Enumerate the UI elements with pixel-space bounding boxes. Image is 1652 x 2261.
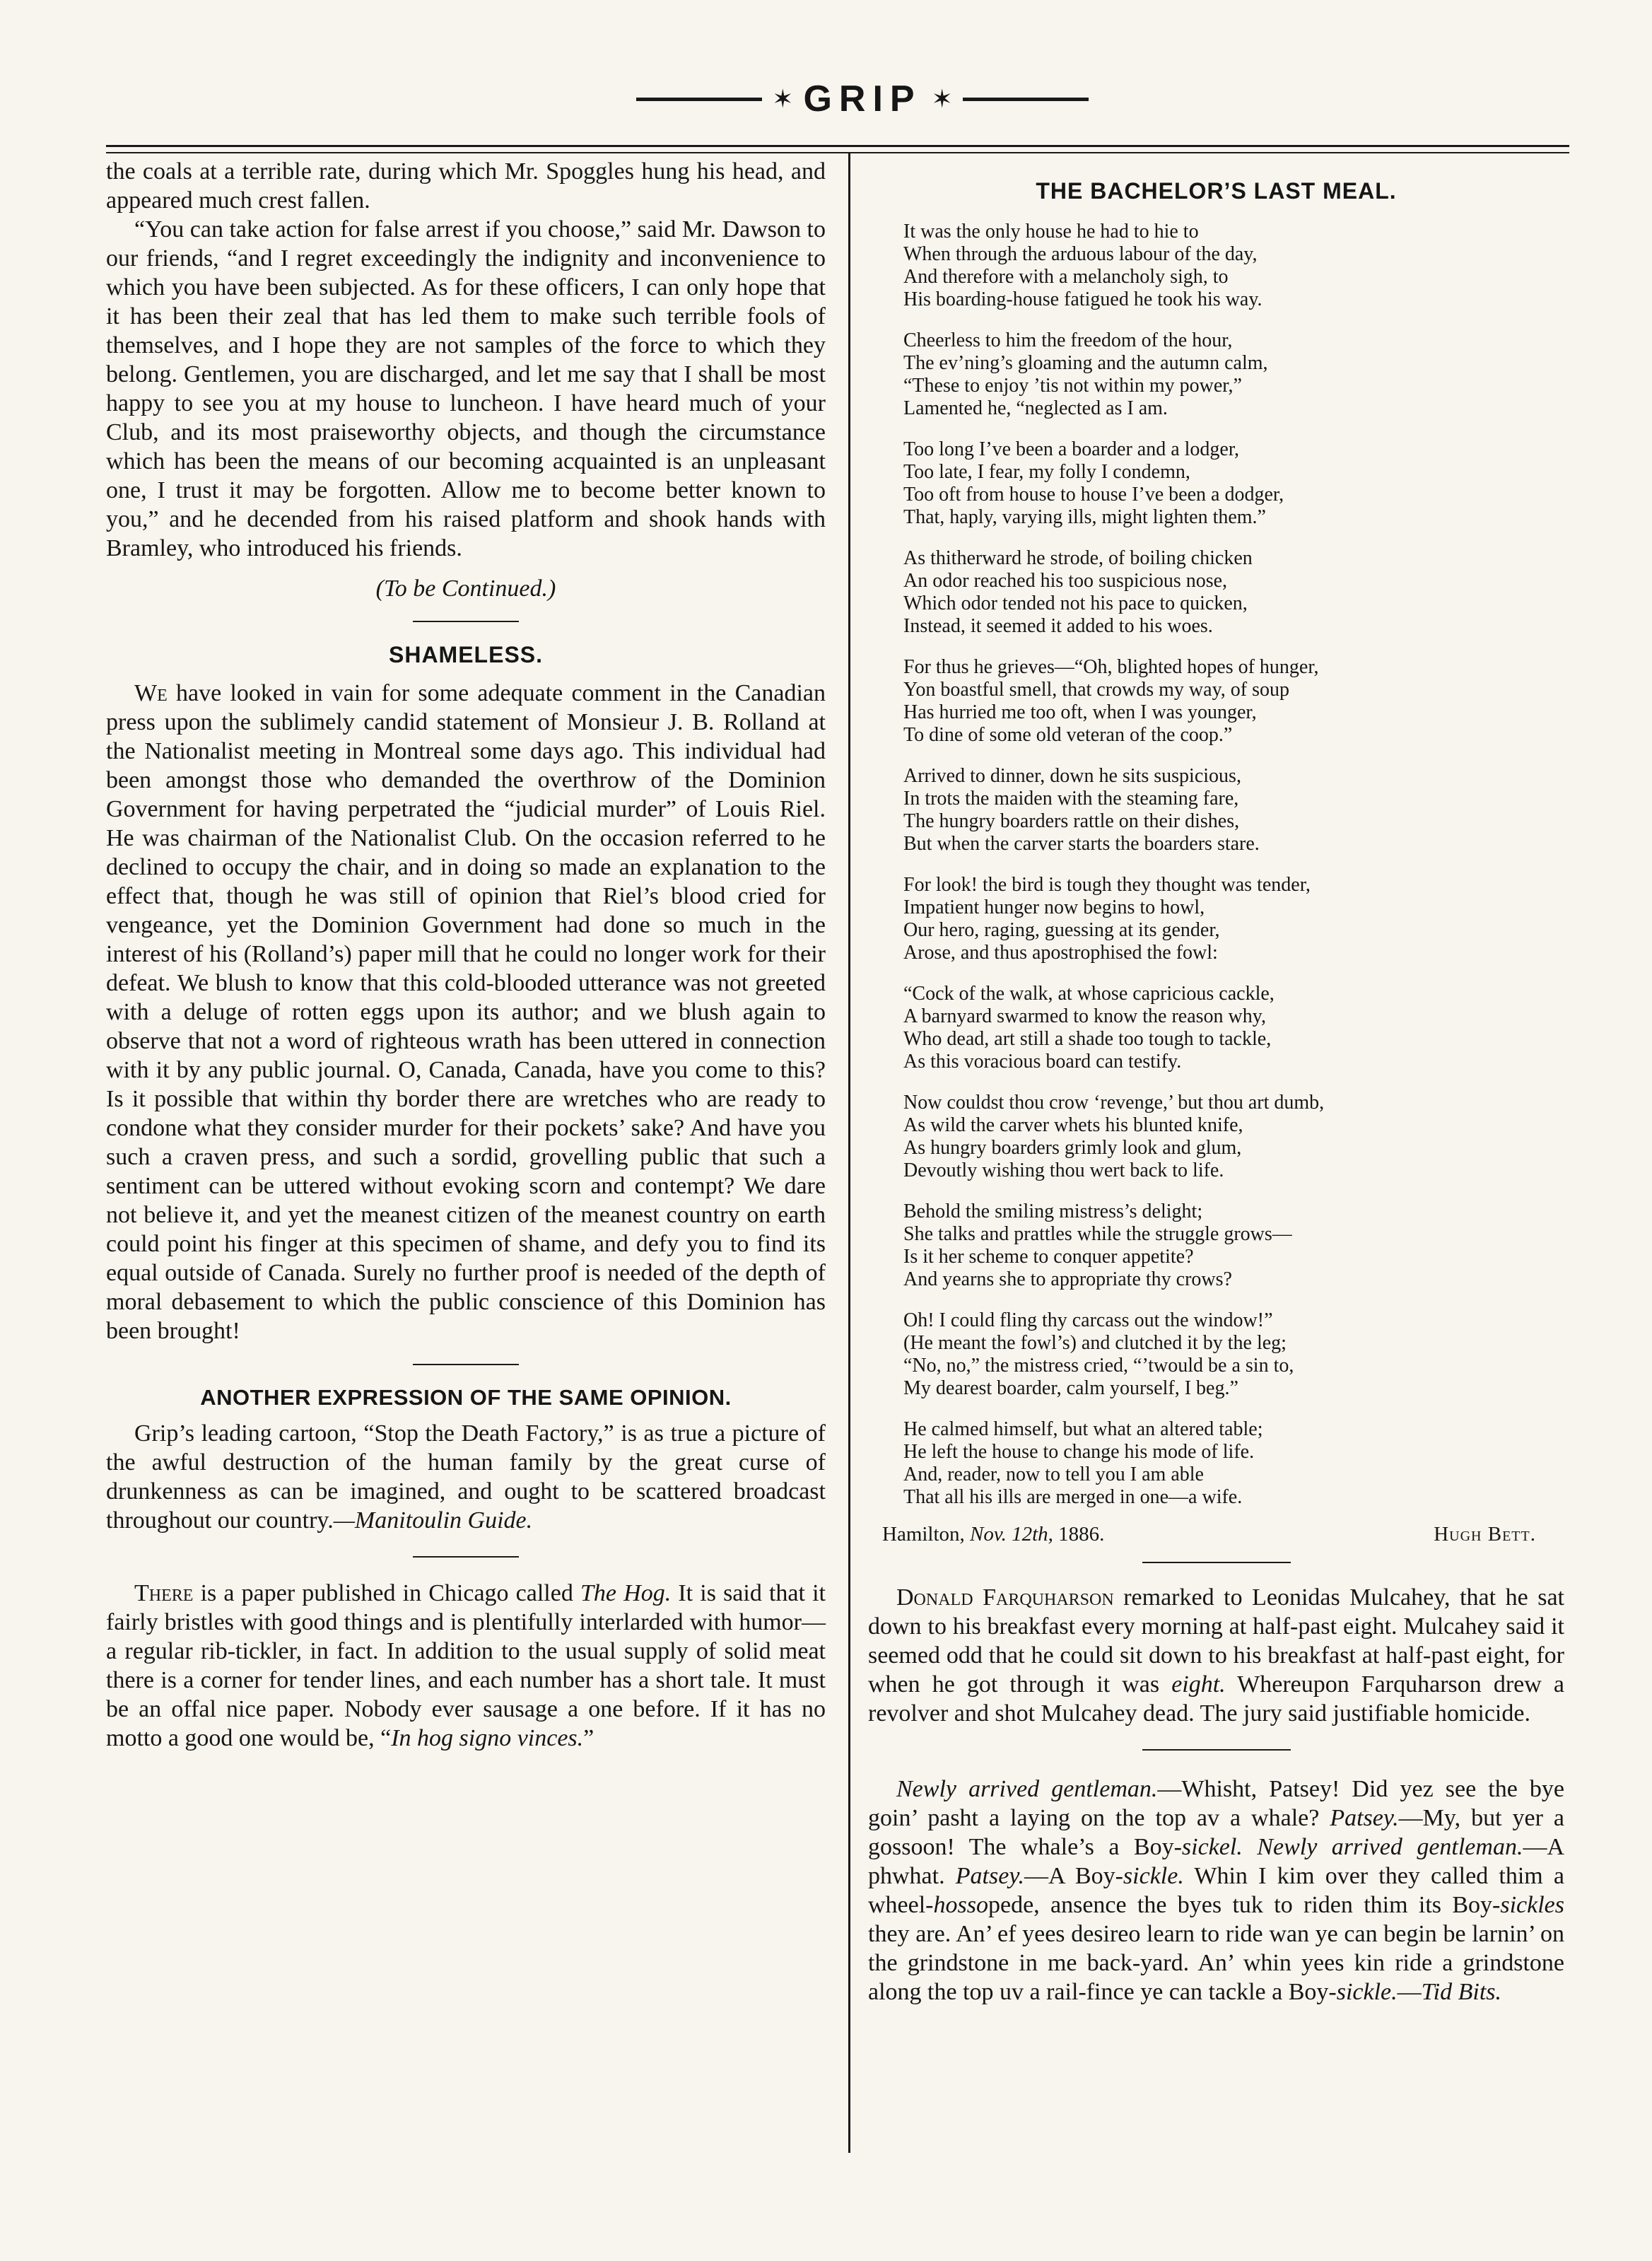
hog-paper-name: The Hog. xyxy=(580,1580,672,1606)
poem-line: That all his ills are merged in one—a wife. xyxy=(903,1486,1243,1508)
another-expression-article xyxy=(106,1419,826,1535)
poem-line: Our hero, raging, guessing at its gender, xyxy=(903,919,1220,941)
patsey-italic: hosso xyxy=(933,1892,988,1918)
poem-stanza xyxy=(903,329,1564,420)
patsey-text: they are. An’ ef yees desireo learn to ride wan ye can begin be larnin’ on the grindstone in me back-yard. An’ whin yees kin ride a grindstone along the top uv a rail-fince ye can tackle a Boy- xyxy=(868,1921,1564,2005)
poem-line: For look! the bird is tough they thought was tender, xyxy=(903,874,1311,896)
poem-line: An odor reached his too suspicious nose, xyxy=(903,570,1228,592)
poem-line: His boarding-house fatigued he took his way. xyxy=(903,288,1263,310)
poem-author: Hugh Bett. xyxy=(1434,1523,1536,1546)
shameless-text: have looked in vain for some adequate comment in the Canadian press upon the sublimely candid statement of Monsieur J. B. Rolland at the Nationalist meeting in Montreal some days ago. This individual had been amongst those who demanded the overthrow of the Dominion Government for having perpetrated the “judicial murder” of Louis Riel. He was chairman of the Nationalist Club. On the occasion referred to he declined to occupy the chair, and in doing so made an explanation to the effect that, though he was still of opinion that Riel’s blood cried for vengeance, yet the Dominion Government had done so much in the interest of his (Rolland’s) paper mill that he could no longer work for their defeat. We blush to know that this cold-blooded utterance was not greeted with a deluge of rotten eggs upon its author; and we blush again to observe that not a word of righteous wrath has been uttered in connection with it by any public journal. O, Canada, Canada, have you come to this? Is it possible that within thy border there are wretches who are ready to condone what they consider murder for their pockets’ sake? And have you such a craven press, and such a sordid, grovelling public that such a sentiment can be uttered without evoking scorn and contempt? We dare not believe it, and yet the meanest citizen of the meanest country on earth could point his finger at this specimen of shame, and defy you to find its equal outside of Canada. Surely no further proof is needed of the depth of moral debasement to which the public conscience of this Dominion has been brought! xyxy=(106,680,826,1344)
poem-line: She talks and prattles while the struggle grows— xyxy=(903,1223,1292,1245)
section-divider xyxy=(1142,1749,1291,1751)
poem-line: Is it her scheme to conquer appetite? xyxy=(903,1246,1194,1268)
patsey-speaker: Newly arrived gentleman. xyxy=(1257,1834,1523,1860)
patsey-speaker: Patsey. xyxy=(955,1863,1025,1889)
poem-stanza xyxy=(903,438,1564,529)
shameless-article xyxy=(106,679,826,1345)
poem-line: Cheerless to him the freedom of the hour, xyxy=(903,329,1233,351)
poem-place: Hamilton, xyxy=(882,1523,971,1546)
hog-text-b: It is said that it fairly bristles with good things and is plentifully interlarded with humor—a regular rib-tickler, in fact. In addition to the usual supply of solid meat there is a corner for tender lines, and each number has a short tale. It must be an offal nice paper. Nobody ever sausage a one before. If it has no motto a good one would be, “ xyxy=(106,1580,826,1751)
poem-line: Behold the smiling mistress’s delight; xyxy=(903,1200,1203,1222)
patsey-text: —A phwhat. xyxy=(868,1834,1565,1889)
poem-line: (He meant the fowl’s) and clutched it by the leg; xyxy=(903,1332,1287,1354)
poem-line: Who dead, art still a shade too tough to tackle, xyxy=(903,1028,1272,1050)
patsey-italic: sickle. xyxy=(1336,1979,1398,2005)
poem-line: Oh! I could fling thy carcass out the window!” xyxy=(903,1309,1273,1331)
poem-year: 1886. xyxy=(1053,1523,1105,1546)
farquharson-text-b: Whereupon Farquharson drew a revolver and shot Mulcahey dead. The jury said justifiable homicide. xyxy=(868,1671,1564,1727)
poem-line: As hungry boarders grimly look and glum, xyxy=(903,1137,1242,1159)
poem-signature xyxy=(868,1523,1564,1546)
hog-text-c: ” xyxy=(583,1725,594,1751)
patsey-text: pede, ansence the byes tuk to riden thim its Boy- xyxy=(988,1892,1501,1918)
column-divider xyxy=(848,152,850,2153)
poem-line: The ev’ning’s gloaming and the autumn calm, xyxy=(903,352,1268,374)
patsey-text: —A Boy- xyxy=(1024,1863,1123,1889)
shameless-heading: SHAMELESS. xyxy=(388,642,544,667)
section-divider xyxy=(413,1364,519,1365)
poem-line: To dine of some old veteran of the coop.” xyxy=(903,724,1233,746)
another-expression-heading: ANOTHER EXPRESSION OF THE SAME OPINION. xyxy=(200,1385,732,1410)
poem-line: The hungry boarders rattle on their dishes, xyxy=(903,810,1240,832)
poem-line: As this voracious board can testify. xyxy=(903,1051,1182,1073)
poem-line: “These to enjoy ’tis not within my power,” xyxy=(903,375,1242,397)
star-icon: ✶ xyxy=(931,85,953,113)
poem-stanza xyxy=(903,1418,1564,1509)
masthead-rule-left xyxy=(636,98,762,101)
patsey-text: Whin I kim over they called thim a wheel- xyxy=(868,1863,1564,1918)
patsey-italic: sickel. xyxy=(1181,1834,1243,1860)
poem-stanza xyxy=(903,221,1564,311)
poem-line: Impatient hunger now begins to howl, xyxy=(903,896,1205,918)
shameless-lead: We xyxy=(134,680,168,706)
section-divider xyxy=(413,621,519,622)
story-continuation-paragraph: “You can take action for false arrest if you choose,” said Mr. Dawson to our friends, “and I regret exceedingly the indignity and inconvenience to which you have been subjected. As for these officers, I can only hope that it has been their zeal that has led them to make such terrible fools of themselves, and I hope they are not samples of the force to which they belong. Gentlemen, you are discharged, and let me say that I shall be most happy to see you at my house to luncheon. I have heard much of your Club, and its most praiseworthy objects, and though the circumstance which has been the means of our becoming acquainted is an unpleasant one, I trust it may be forgotten. Allow me to become better known to you,” and he decended from his raised platform and shook hands with Bramley, who introduced his friends. xyxy=(106,216,826,561)
header-rule-thin xyxy=(106,152,1569,153)
poem-dateline xyxy=(882,1523,1104,1546)
patsey-text: —Whisht, Patsey! Did yez see the bye goin’ pasht a laying on the top av a whale? xyxy=(868,1776,1565,1831)
poem-stanza xyxy=(903,1200,1564,1291)
poem-line: Now couldst thou crow ‘revenge,’ but thou art dumb, xyxy=(903,1092,1325,1114)
poem-line: Too oft from house to house I’ve been a dodger, xyxy=(903,484,1284,506)
poem-title: THE BACHELOR’S LAST MEAL. xyxy=(1036,178,1397,204)
poem-line: He left the house to change his mode of life. xyxy=(903,1441,1255,1463)
farquharson-lead: Donald Farquharson xyxy=(896,1584,1114,1611)
poem-line: Arose, and thus apostrophised the fowl: xyxy=(903,942,1218,964)
story-continuation-paragraph: the coals at a terrible rate, during which Mr. Spoggles hung his head, and appeared much crest fallen. xyxy=(106,158,826,214)
patsey-article xyxy=(868,1775,1564,2006)
star-icon: ✶ xyxy=(772,85,794,113)
poem-line: Has hurried me too oft, when I was younger, xyxy=(903,701,1257,723)
patsey-italic: sickles xyxy=(1500,1892,1564,1918)
section-divider xyxy=(413,1556,519,1558)
poem-line: As wild the carver whets his blunted knife, xyxy=(903,1114,1243,1136)
poem-line: As thitherward he strode, of boiling chicken xyxy=(903,547,1253,569)
poem-line: But when the carver starts the boarders stare. xyxy=(903,833,1260,855)
right-column xyxy=(868,157,1564,2006)
patsey-text: — xyxy=(1397,1979,1422,2005)
poem-stanza xyxy=(903,1092,1564,1182)
hog-text-a: is a paper published in Chicago called xyxy=(193,1580,580,1606)
poem-line: Instead, it seemed it added to his woes. xyxy=(903,615,1213,637)
poem-line: “No, no,” the mistress cried, “’twould be a sin to, xyxy=(903,1355,1294,1377)
masthead xyxy=(636,78,1089,120)
hog-lead: There xyxy=(134,1580,194,1606)
another-expression-text: Grip’s leading cartoon, “Stop the Death Factory,” is as true a picture of the awful destruction of the human family by the great curse of drunkenness as can be imagined, and ought to be scattered broadcast throughout our country. xyxy=(106,1420,826,1533)
left-column xyxy=(106,157,826,1753)
poem-stanza xyxy=(903,983,1564,1073)
poem-stanza xyxy=(903,656,1564,747)
poem-date: Nov. 12th, xyxy=(970,1523,1053,1546)
patsey-text xyxy=(1243,1834,1257,1860)
hog-motto: In hog signo vinces. xyxy=(391,1725,584,1751)
to-be-continued: (To be Continued.) xyxy=(375,576,556,602)
poem-line: He calmed himself, but what an altered table; xyxy=(903,1418,1263,1440)
poem-line: And yearns she to appropriate thy crows? xyxy=(903,1268,1232,1290)
poem-line: “Cock of the walk, at whose capricious cackle, xyxy=(903,983,1275,1005)
farquharson-eight: eight. xyxy=(1171,1671,1226,1698)
poem-stanza xyxy=(903,765,1564,855)
patsey-text: —My, but yer a gossoon! The whale’s a Boy- xyxy=(868,1805,1564,1860)
farquharson-article xyxy=(868,1583,1564,1728)
poem-line: Too late, I fear, my folly I condemn, xyxy=(903,461,1190,483)
poem-line: And therefore with a melancholy sigh, to xyxy=(903,266,1229,288)
poem-stanza xyxy=(903,874,1564,964)
poem-line: My dearest boarder, calm yourself, I beg.” xyxy=(903,1377,1238,1399)
hog-article xyxy=(106,1579,826,1753)
poem-line: Too long I’ve been a boarder and a lodger, xyxy=(903,438,1240,460)
patsey-source: Tid Bits. xyxy=(1421,1979,1501,2005)
patsey-speaker: Patsey. xyxy=(1330,1805,1399,1831)
poem-line: In trots the maiden with the steaming fare, xyxy=(903,788,1239,810)
masthead-rule-right xyxy=(963,98,1089,101)
poem-line: Devoutly wishing thou wert back to life. xyxy=(903,1159,1224,1181)
poem-line: Lamented he, “neglected as I am. xyxy=(903,397,1168,419)
poem-line: For thus he grieves—“Oh, blighted hopes of hunger, xyxy=(903,656,1319,678)
poem xyxy=(868,221,1564,1509)
poem-line: A barnyard swarmed to know the reason why, xyxy=(903,1005,1266,1027)
poem-line: Arrived to dinner, down he sits suspicious, xyxy=(903,765,1241,787)
patsey-italic: sickle. xyxy=(1123,1863,1184,1889)
poem-line: Which odor tended not his pace to quicken, xyxy=(903,592,1248,614)
patsey-speaker: Newly arrived gentleman. xyxy=(896,1776,1158,1802)
poem-line: Yon boastful smell, that crowds my way, of soup xyxy=(903,679,1289,701)
poem-stanza xyxy=(903,1309,1564,1400)
poem-line: That, haply, varying ills, might lighten them.” xyxy=(903,506,1266,528)
header-rule xyxy=(106,145,1569,147)
farquharson-text-a: remarked to Leonidas Mulcahey, that he sat down to his breakfast every morning at half-past eight. Mulcahey said it seemed odd that he could sit down to his breakfast at half-past eight, for when he got through it was xyxy=(868,1584,1564,1698)
poem-line: And, reader, now to tell you I am able xyxy=(903,1463,1204,1485)
poem-line: When through the arduous labour of the day, xyxy=(903,243,1258,265)
another-expression-source: —Manitoulin Guide. xyxy=(333,1507,533,1533)
section-divider xyxy=(1142,1562,1291,1563)
masthead-title: GRIP xyxy=(803,78,922,119)
poem-line: It was the only house he had to hie to xyxy=(903,221,1199,243)
poem-stanza xyxy=(903,547,1564,638)
